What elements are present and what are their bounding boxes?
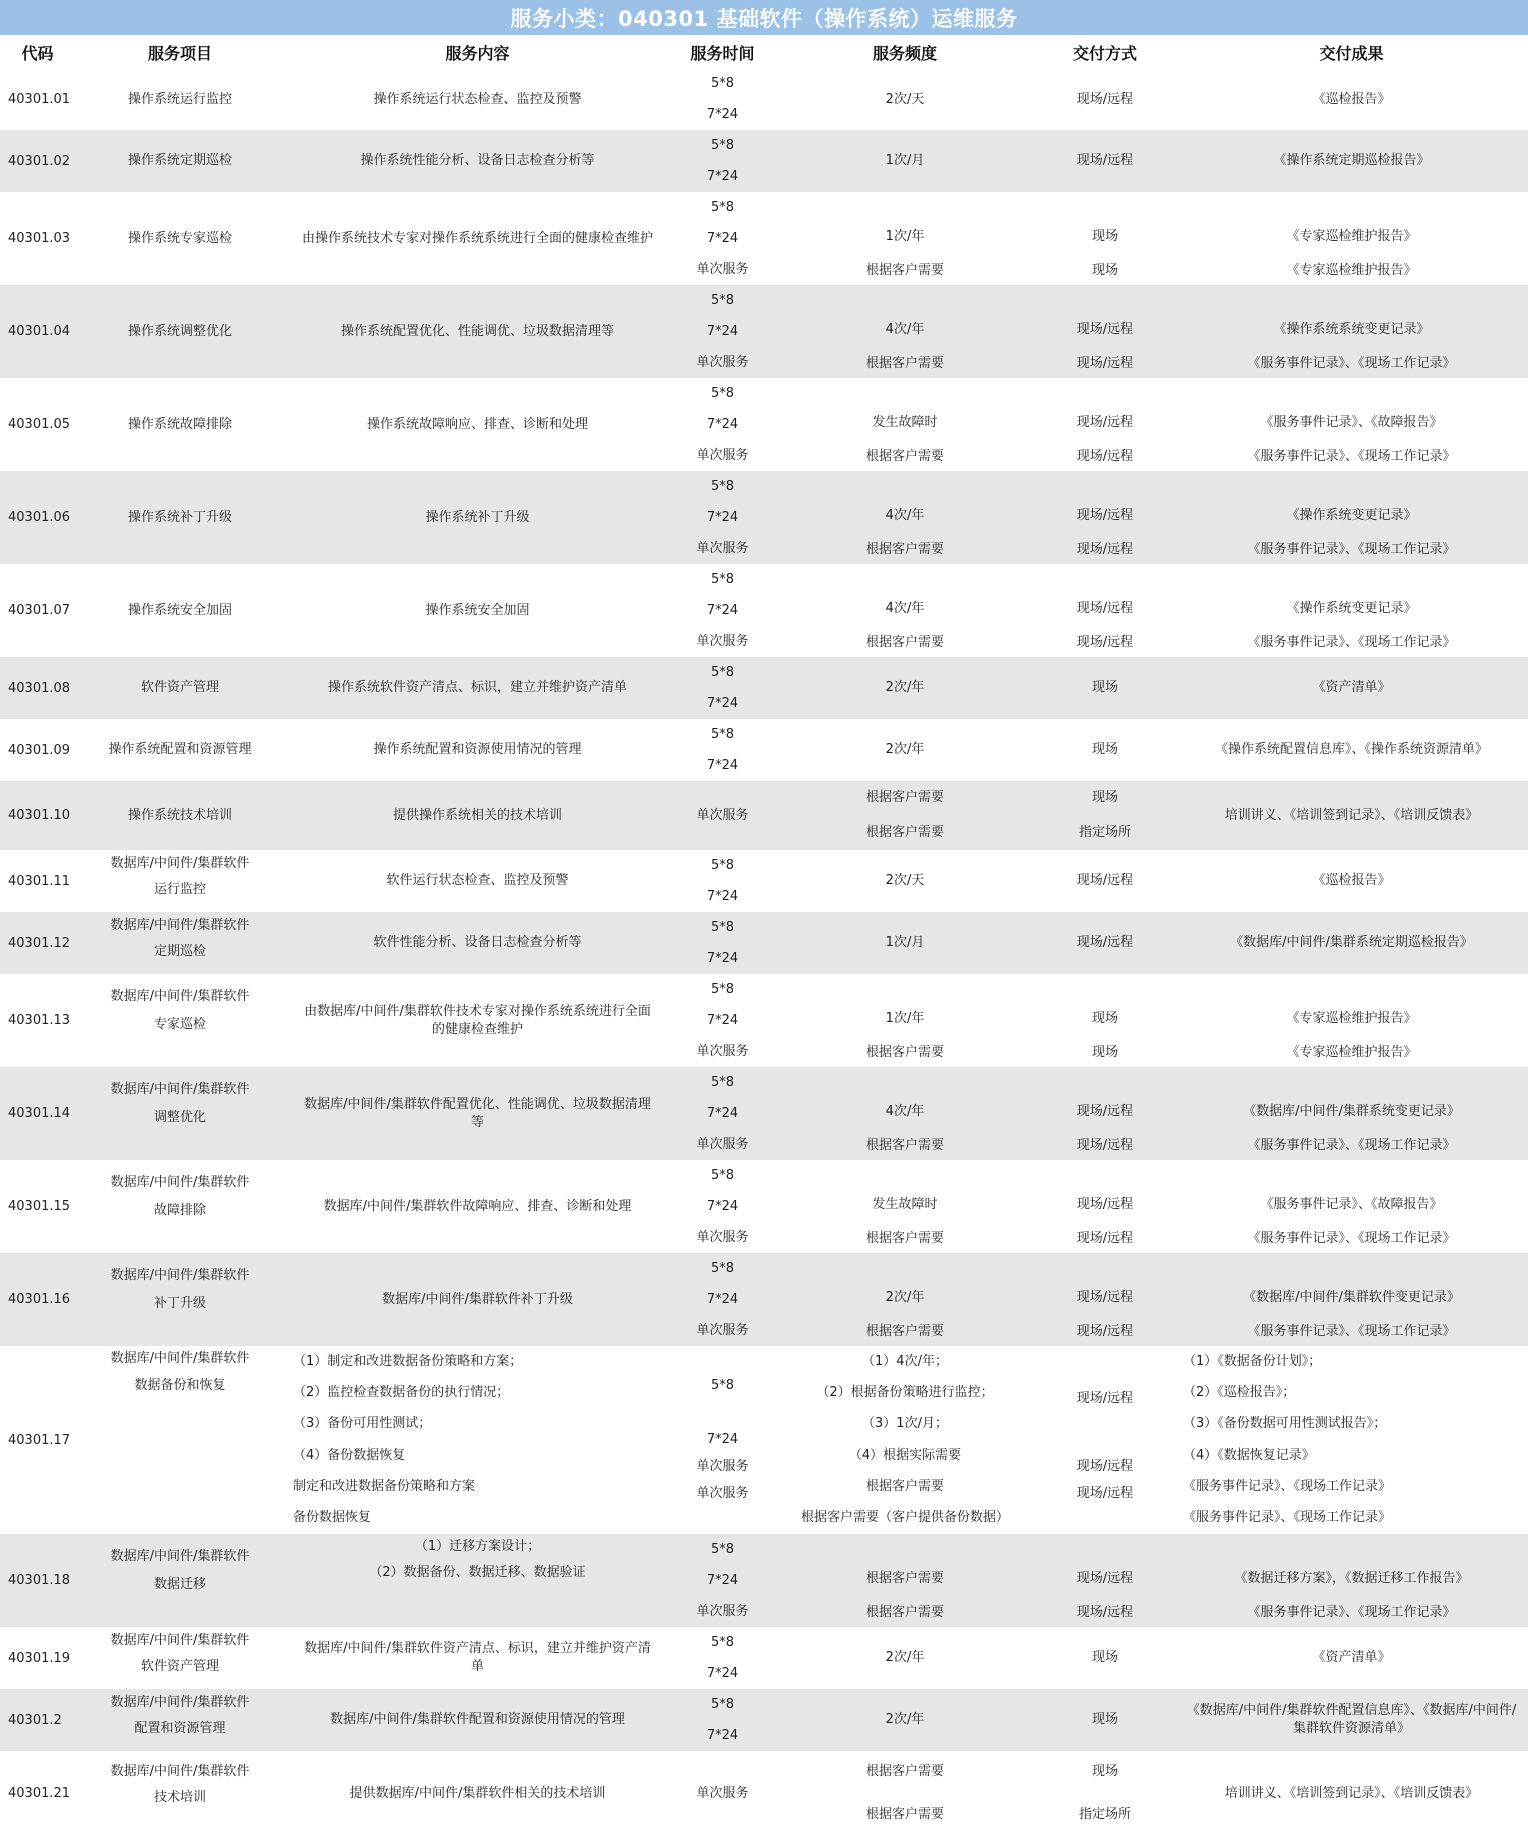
cell-freq: 根据客户需要 bbox=[865, 1479, 944, 1494]
cell-time: 5*8 bbox=[710, 1074, 735, 1090]
cell-code: 40301.21 bbox=[8, 1786, 71, 1801]
cell-content: 软件运行状态检查、监控及预警 bbox=[386, 873, 569, 888]
cell-freq: 2次/天 bbox=[885, 91, 925, 107]
cell-item: 调整优化 bbox=[153, 1110, 206, 1126]
cell-method: 现场/远程 bbox=[1076, 1231, 1134, 1247]
header-item: 服务项目 bbox=[147, 43, 212, 63]
cell-item: 定期巡检 bbox=[153, 944, 206, 960]
cell-method: 现场/远程 bbox=[1076, 414, 1134, 430]
cell-item: 数据库/中间件/集群软件 bbox=[110, 1351, 250, 1367]
cell-freq: 根据客户需要 bbox=[865, 1138, 944, 1154]
cell-time: 单次服务 bbox=[696, 354, 749, 370]
cell-result: 集群软件资源清单》 bbox=[1292, 1721, 1410, 1736]
cell-content: 提供操作系统相关的技术培训 bbox=[392, 807, 562, 823]
cell-freq: 发生故障时 bbox=[872, 414, 938, 430]
cell-time: 5*8 bbox=[710, 857, 735, 873]
cell-freq: 根据客户需要 bbox=[865, 356, 944, 372]
cell-method: 现场/远程 bbox=[1076, 600, 1134, 616]
cell-time: 7*24 bbox=[706, 1572, 739, 1588]
header-freq: 服务频度 bbox=[872, 43, 937, 63]
cell-item: 数据库/中间件/集群软件 bbox=[110, 1694, 250, 1710]
cell-result: 《专家巡检维护报告》 bbox=[1286, 228, 1417, 244]
cell-method: 现场/远程 bbox=[1076, 1196, 1134, 1212]
cell-time: 单次服务 bbox=[696, 540, 749, 556]
cell-content: 操作系统性能分析、设备日志检查分析等 bbox=[360, 153, 595, 168]
cell-result: （3）《备份数据可用性测试报告》； bbox=[1183, 1416, 1387, 1432]
cell-method: 现场 bbox=[1091, 1010, 1118, 1026]
cell-item: 软件资产管理 bbox=[140, 680, 219, 695]
table-row bbox=[0, 850, 1528, 912]
cell-code: 40301.18 bbox=[8, 1573, 71, 1588]
cell-time: 5*8 bbox=[710, 1167, 735, 1183]
cell-content: 操作系统安全加固 bbox=[425, 602, 530, 618]
cell-method: 现场/远程 bbox=[1076, 356, 1134, 372]
cell-item: 故障排除 bbox=[153, 1203, 206, 1219]
cell-content: 数据库/中间件/集群软件补丁升级 bbox=[382, 1291, 573, 1307]
cell-item: 操作系统补丁升级 bbox=[127, 509, 232, 525]
cell-method: 现场/远程 bbox=[1076, 1103, 1134, 1119]
cell-result: 《巡检报告》 bbox=[1312, 873, 1391, 888]
cell-code: 40301.2 bbox=[8, 1712, 62, 1728]
header-code: 代码 bbox=[21, 43, 54, 63]
cell-item: 操作系统安全加固 bbox=[127, 602, 232, 618]
cell-freq: 根据客户需要 bbox=[865, 1605, 944, 1621]
cell-result: 《操作系统配置信息库》、《操作系统资源清单》 bbox=[1214, 742, 1488, 757]
cell-freq: 根据客户需要 bbox=[865, 635, 944, 651]
cell-code: 40301.10 bbox=[8, 808, 71, 823]
cell-result: （2）《巡检报告》； bbox=[1183, 1385, 1296, 1400]
cell-item: 软件资产管理 bbox=[140, 1659, 219, 1675]
cell-result: 《资产清单》 bbox=[1312, 680, 1391, 695]
cell-time: 单次服务 bbox=[696, 261, 749, 277]
cell-item: 操作系统技术培训 bbox=[127, 807, 232, 823]
cell-method: 现场/远程 bbox=[1076, 1391, 1134, 1407]
cell-freq: 2次/年 bbox=[885, 1289, 925, 1305]
cell-content: （1）制定和改进数据备份策略和方案； bbox=[293, 1353, 523, 1369]
cell-result: 《数据迁移方案》，《数据迁移工作报告》 bbox=[1234, 1570, 1469, 1586]
cell-content: 等 bbox=[470, 1114, 484, 1130]
cell-time: 5*8 bbox=[710, 726, 735, 742]
cell-code: 40301.04 bbox=[8, 324, 71, 339]
cell-result: 《专家巡检维护报告》 bbox=[1286, 1045, 1417, 1061]
table-row bbox=[0, 564, 1528, 657]
cell-freq: 4次/年 bbox=[885, 1103, 925, 1119]
cell-content: 操作系统软件资产清点、标识，建立并维护资产清单 bbox=[327, 680, 627, 695]
cell-freq: 根据客户需要 bbox=[865, 449, 944, 465]
cell-result: 《服务事件记录》、《现场工作记录》 bbox=[1247, 1138, 1456, 1154]
cell-freq: 2次/年 bbox=[885, 1712, 925, 1727]
cell-method: 现场/远程 bbox=[1076, 1289, 1134, 1305]
cell-code: 40301.07 bbox=[8, 603, 71, 618]
table-row bbox=[0, 1346, 1528, 1534]
cell-method: 现场/远程 bbox=[1076, 1485, 1134, 1501]
cell-time: 7*24 bbox=[706, 1105, 739, 1121]
cell-time: 7*24 bbox=[706, 888, 739, 904]
cell-content: 单 bbox=[470, 1659, 484, 1674]
cell-result: （1）《数据备份计划》； bbox=[1183, 1353, 1322, 1369]
cell-content: （2）监控检查数据备份的执行情况； bbox=[293, 1385, 510, 1400]
cell-result: 《服务事件记录》、《故障报告》 bbox=[1260, 414, 1443, 430]
cell-result: 培训讲义、《培训签到记录》、《培训反馈表》 bbox=[1224, 1785, 1479, 1801]
cell-result: 《服务事件记录》、《故障报告》 bbox=[1260, 1196, 1443, 1212]
cell-freq: 根据客户需要 bbox=[865, 1045, 944, 1061]
header-result: 交付成果 bbox=[1319, 43, 1384, 63]
cell-method: 现场/远程 bbox=[1076, 1458, 1134, 1474]
cell-time: 7*24 bbox=[706, 950, 739, 966]
table-row bbox=[0, 912, 1528, 974]
cell-item: 数据库/中间件/集群软件 bbox=[110, 1764, 250, 1780]
cell-item: 操作系统运行监控 bbox=[127, 91, 232, 107]
cell-method: 现场/远程 bbox=[1076, 321, 1134, 337]
cell-content: 操作系统故障响应、排查、诊断和处理 bbox=[366, 416, 588, 432]
cell-method: 现场/远程 bbox=[1076, 449, 1134, 465]
cell-time: 5*8 bbox=[710, 1260, 735, 1276]
table-row bbox=[0, 378, 1528, 471]
cell-time: 单次服务 bbox=[696, 1043, 749, 1059]
cell-result: 《操作系统定期巡检报告》 bbox=[1273, 153, 1430, 168]
cell-time: 5*8 bbox=[710, 76, 735, 92]
cell-item: 操作系统专家巡检 bbox=[127, 230, 232, 246]
cell-code: 40301.06 bbox=[8, 510, 71, 525]
cell-freq: 1次/月 bbox=[885, 935, 925, 950]
cell-method: 现场 bbox=[1091, 1650, 1118, 1665]
cell-method: 现场/远程 bbox=[1076, 1138, 1134, 1154]
cell-time: 5*8 bbox=[710, 1634, 735, 1650]
cell-content: （2）数据备份、数据迁移、数据验证 bbox=[369, 1565, 586, 1581]
cell-content: 数据库/中间件/集群软件配置优化、性能调优、垃圾数据清理 bbox=[304, 1096, 651, 1112]
cell-item: 数据库/中间件/集群软件 bbox=[110, 989, 250, 1005]
cell-time: 7*24 bbox=[706, 230, 739, 246]
cell-content: 软件性能分析、设备日志检查分析等 bbox=[373, 935, 582, 950]
cell-method: 现场/远程 bbox=[1076, 507, 1134, 523]
cell-freq: （4）根据实际需要 bbox=[848, 1447, 962, 1463]
cell-time: 单次服务 bbox=[696, 807, 749, 823]
cell-method: 现场 bbox=[1091, 790, 1118, 806]
cell-freq: 根据客户需要 bbox=[865, 1764, 944, 1780]
cell-code: 40301.16 bbox=[8, 1292, 71, 1307]
table-row bbox=[0, 1689, 1528, 1751]
cell-freq: 根据客户需要 bbox=[865, 790, 944, 806]
cell-freq: 根据客户需要 bbox=[865, 1806, 944, 1822]
cell-result: 《数据库/中间件/集群软件变更记录》 bbox=[1243, 1289, 1460, 1305]
table-row bbox=[0, 719, 1528, 781]
cell-time: 7*24 bbox=[706, 602, 739, 618]
table-row bbox=[0, 781, 1528, 850]
table-row bbox=[0, 1160, 1528, 1253]
cell-freq: 1次/年 bbox=[885, 1010, 925, 1026]
cell-result: 《服务事件记录》、《现场工作记录》 bbox=[1183, 1510, 1392, 1526]
table-row bbox=[0, 130, 1528, 192]
cell-freq: 1次/年 bbox=[885, 228, 925, 244]
cell-item: 数据备份和恢复 bbox=[134, 1378, 226, 1394]
cell-time: 5*8 bbox=[710, 1696, 735, 1712]
cell-content: 操作系统配置优化、性能调优、垃圾数据清理等 bbox=[340, 323, 614, 339]
cell-freq: 2次/年 bbox=[885, 680, 925, 695]
cell-content: （4）备份数据恢复 bbox=[293, 1447, 406, 1463]
cell-time: 单次服务 bbox=[696, 447, 749, 463]
cell-result: 《操作系统系统变更记录》 bbox=[1273, 321, 1430, 337]
cell-method: 现场 bbox=[1091, 1712, 1118, 1727]
cell-freq: 2次/年 bbox=[885, 1650, 925, 1665]
cell-freq: （2）根据备份策略进行监控； bbox=[816, 1385, 994, 1400]
cell-time: 7*24 bbox=[706, 509, 739, 525]
cell-time: 5*8 bbox=[710, 664, 735, 680]
cell-time: 5*8 bbox=[710, 919, 735, 935]
cell-code: 40301.11 bbox=[8, 873, 71, 889]
cell-method: 现场/远程 bbox=[1076, 1324, 1134, 1340]
table-row bbox=[0, 285, 1528, 378]
cell-content: 操作系统配置和资源使用情况的管理 bbox=[373, 742, 582, 757]
cell-code: 40301.13 bbox=[8, 1013, 71, 1028]
cell-result: 《服务事件记录》、《现场工作记录》 bbox=[1247, 1231, 1456, 1247]
cell-freq: 根据客户需要 bbox=[865, 1324, 944, 1340]
cell-method: 现场/远程 bbox=[1076, 1570, 1134, 1586]
sheet-title: 服务小类：040301 基础软件（操作系统）运维服务 bbox=[0, 0, 1528, 35]
cell-method: 现场 bbox=[1091, 1764, 1118, 1780]
cell-result: 《服务事件记录》、《现场工作记录》 bbox=[1183, 1479, 1392, 1494]
cell-item: 操作系统故障排除 bbox=[127, 416, 232, 432]
cell-result: 《专家巡检维护报告》 bbox=[1286, 1010, 1417, 1026]
cell-time: 单次服务 bbox=[696, 633, 749, 649]
cell-item: 数据库/中间件/集群软件 bbox=[110, 1082, 250, 1098]
table-row bbox=[0, 974, 1528, 1067]
table-row bbox=[0, 192, 1528, 285]
cell-time: 7*24 bbox=[706, 168, 739, 184]
cell-time: 7*24 bbox=[706, 1432, 739, 1447]
cell-item: 数据库/中间件/集群软件 bbox=[110, 917, 250, 933]
cell-content: 由数据库/中间件/集群软件技术专家对操作系统系统进行全面 bbox=[304, 1003, 651, 1019]
cell-result: 《数据库/中间件/集群软件配置信息库》、《数据库/中间件/ bbox=[1186, 1703, 1517, 1718]
cell-content: 备份数据恢复 bbox=[293, 1510, 372, 1526]
cell-time: 5*8 bbox=[710, 981, 735, 997]
cell-time: 5*8 bbox=[710, 292, 735, 308]
cell-code: 40301.05 bbox=[8, 417, 71, 432]
table-row bbox=[0, 1751, 1528, 1836]
cell-time: 7*24 bbox=[706, 695, 739, 711]
cell-code: 40301.15 bbox=[8, 1199, 71, 1214]
cell-time: 5*8 bbox=[710, 478, 735, 494]
cell-method: 现场/远程 bbox=[1076, 635, 1134, 651]
cell-method: 现场/远程 bbox=[1076, 153, 1134, 168]
cell-time: 7*24 bbox=[706, 1198, 739, 1214]
table-row bbox=[0, 1627, 1528, 1689]
cell-result: 《巡检报告》 bbox=[1312, 91, 1391, 107]
cell-freq: （1）4次/年； bbox=[862, 1353, 948, 1369]
cell-content: 数据库/中间件/集群软件配置和资源使用情况的管理 bbox=[330, 1712, 625, 1727]
cell-freq: （3）1次/月； bbox=[862, 1416, 948, 1432]
cell-freq: 4次/年 bbox=[885, 321, 925, 337]
cell-content: 操作系统补丁升级 bbox=[425, 509, 530, 525]
cell-method: 现场/远程 bbox=[1076, 1605, 1134, 1621]
cell-result: 《专家巡检维护报告》 bbox=[1286, 263, 1417, 279]
cell-time: 7*24 bbox=[706, 1291, 739, 1307]
cell-freq: 根据客户需要（客户提供备份数据） bbox=[800, 1510, 1009, 1526]
table-row bbox=[0, 657, 1528, 719]
cell-content: 的健康检查维护 bbox=[431, 1021, 523, 1037]
cell-item: 操作系统配置和资源管理 bbox=[108, 742, 252, 757]
cell-result: 《数据库/中间件/集群系统定期巡检报告》 bbox=[1230, 935, 1473, 950]
cell-item: 数据迁移 bbox=[153, 1577, 206, 1593]
header-content: 服务内容 bbox=[445, 43, 510, 63]
cell-freq: 4次/年 bbox=[885, 600, 925, 616]
cell-time: 7*24 bbox=[706, 1727, 739, 1743]
cell-item: 数据库/中间件/集群软件 bbox=[110, 1175, 250, 1191]
cell-content: （3）备份可用性测试； bbox=[293, 1416, 432, 1432]
cell-method: 现场 bbox=[1091, 1045, 1118, 1061]
cell-freq: 2次/年 bbox=[885, 742, 925, 757]
cell-item: 操作系统定期巡检 bbox=[127, 153, 232, 168]
table-row bbox=[0, 1067, 1528, 1160]
cell-time: 5*8 bbox=[710, 137, 735, 153]
cell-result: （4）《数据恢复记录》 bbox=[1183, 1447, 1315, 1463]
cell-time: 7*24 bbox=[706, 416, 739, 432]
header-method: 交付方式 bbox=[1072, 43, 1137, 63]
cell-content: 提供数据库/中间件/集群软件相关的技术培训 bbox=[349, 1785, 606, 1801]
cell-freq: 2次/天 bbox=[885, 873, 925, 888]
cell-time: 5*8 bbox=[710, 571, 735, 587]
cell-method: 现场/远程 bbox=[1076, 91, 1134, 107]
cell-time: 单次服务 bbox=[696, 1785, 749, 1801]
cell-method: 现场 bbox=[1091, 228, 1118, 244]
cell-item: 数据库/中间件/集群软件 bbox=[110, 1268, 250, 1284]
cell-result: 《服务事件记录》、《现场工作记录》 bbox=[1247, 1324, 1456, 1340]
cell-result: 《服务事件记录》、《现场工作记录》 bbox=[1247, 356, 1456, 372]
cell-freq: 4次/年 bbox=[885, 507, 925, 523]
cell-result: 《服务事件记录》、《现场工作记录》 bbox=[1247, 635, 1456, 651]
cell-method: 现场/远程 bbox=[1076, 542, 1134, 558]
cell-result: 《操作系统变更记录》 bbox=[1286, 507, 1417, 523]
cell-content: 制定和改进数据备份策略和方案 bbox=[293, 1479, 476, 1494]
cell-freq: 根据客户需要 bbox=[865, 1570, 944, 1586]
cell-time: 单次服务 bbox=[696, 1458, 749, 1474]
cell-content: 操作系统运行状态检查、监控及预警 bbox=[373, 91, 582, 107]
cell-method: 现场 bbox=[1091, 263, 1118, 279]
cell-time: 7*24 bbox=[706, 106, 739, 122]
cell-item: 数据库/中间件/集群软件 bbox=[110, 1549, 250, 1565]
cell-time: 5*8 bbox=[710, 199, 735, 215]
cell-time: 单次服务 bbox=[696, 1485, 749, 1501]
cell-result: 培训讲义、《培训签到记录》、《培训反馈表》 bbox=[1224, 807, 1479, 823]
cell-method: 指定场所 bbox=[1078, 824, 1131, 840]
table-row bbox=[0, 471, 1528, 564]
cell-item: 数据库/中间件/集群软件 bbox=[110, 855, 250, 871]
cell-time: 7*24 bbox=[706, 1665, 739, 1681]
cell-result: 《资产清单》 bbox=[1312, 1650, 1391, 1665]
cell-content: （1）迁移方案设计； bbox=[414, 1539, 541, 1555]
table-row bbox=[0, 1534, 1528, 1627]
cell-result: 《服务事件记录》、《现场工作记录》 bbox=[1247, 1605, 1456, 1621]
cell-code: 40301.12 bbox=[8, 935, 71, 951]
cell-item: 数据库/中间件/集群软件 bbox=[110, 1632, 250, 1648]
cell-method: 指定场所 bbox=[1078, 1806, 1131, 1822]
cell-content: 由操作系统技术专家对操作系统系统进行全面的健康检查维护 bbox=[301, 230, 653, 246]
cell-item: 专家巡检 bbox=[153, 1017, 206, 1033]
cell-method: 现场/远程 bbox=[1076, 873, 1134, 888]
cell-freq: 根据客户需要 bbox=[865, 263, 944, 279]
cell-code: 40301.02 bbox=[8, 153, 71, 169]
cell-item: 配置和资源管理 bbox=[134, 1721, 226, 1737]
cell-time: 7*24 bbox=[706, 757, 739, 773]
cell-time: 单次服务 bbox=[696, 1229, 749, 1245]
header-time: 服务时间 bbox=[690, 43, 755, 63]
cell-content: 数据库/中间件/集群软件资产清点、标识，建立并维护资产清 bbox=[304, 1641, 651, 1656]
cell-content: 数据库/中间件/集群软件故障响应、排查、诊断和处理 bbox=[323, 1198, 632, 1214]
table-row bbox=[0, 69, 1528, 130]
cell-freq: 根据客户需要 bbox=[865, 542, 944, 558]
cell-time: 单次服务 bbox=[696, 1603, 749, 1619]
cell-code: 40301.09 bbox=[8, 742, 71, 758]
cell-code: 40301.03 bbox=[8, 231, 71, 246]
cell-time: 单次服务 bbox=[696, 1136, 749, 1152]
cell-time: 7*24 bbox=[706, 323, 739, 339]
cell-time: 5*8 bbox=[710, 385, 735, 401]
cell-freq: 根据客户需要 bbox=[865, 1231, 944, 1247]
cell-method: 现场/远程 bbox=[1076, 935, 1134, 950]
cell-code: 40301.14 bbox=[8, 1106, 71, 1121]
cell-item: 操作系统调整优化 bbox=[127, 323, 232, 339]
cell-method: 现场 bbox=[1091, 680, 1118, 695]
table-row bbox=[0, 1253, 1528, 1346]
cell-result: 《服务事件记录》、《现场工作记录》 bbox=[1247, 449, 1456, 465]
cell-time: 单次服务 bbox=[696, 1322, 749, 1338]
cell-code: 40301.08 bbox=[8, 680, 71, 696]
cell-freq: 1次/月 bbox=[885, 153, 925, 168]
cell-code: 40301.17 bbox=[8, 1432, 71, 1448]
cell-freq: 发生故障时 bbox=[872, 1196, 938, 1212]
cell-item: 技术培训 bbox=[153, 1789, 206, 1805]
cell-code: 40301.19 bbox=[8, 1650, 71, 1666]
cell-time: 5*8 bbox=[710, 1541, 735, 1557]
cell-code: 40301.01 bbox=[8, 92, 71, 107]
cell-time: 7*24 bbox=[706, 1012, 739, 1028]
cell-item: 补丁升级 bbox=[153, 1296, 206, 1312]
cell-freq: 根据客户需要 bbox=[865, 824, 944, 840]
cell-item: 运行监控 bbox=[153, 882, 206, 898]
cell-result: 《数据库/中间件/集群系统变更记录》 bbox=[1243, 1103, 1460, 1119]
cell-result: 《操作系统变更记录》 bbox=[1286, 600, 1417, 616]
cell-method: 现场 bbox=[1091, 742, 1118, 757]
cell-time: 5*8 bbox=[710, 1378, 735, 1394]
cell-result: 《服务事件记录》、《现场工作记录》 bbox=[1247, 542, 1456, 558]
